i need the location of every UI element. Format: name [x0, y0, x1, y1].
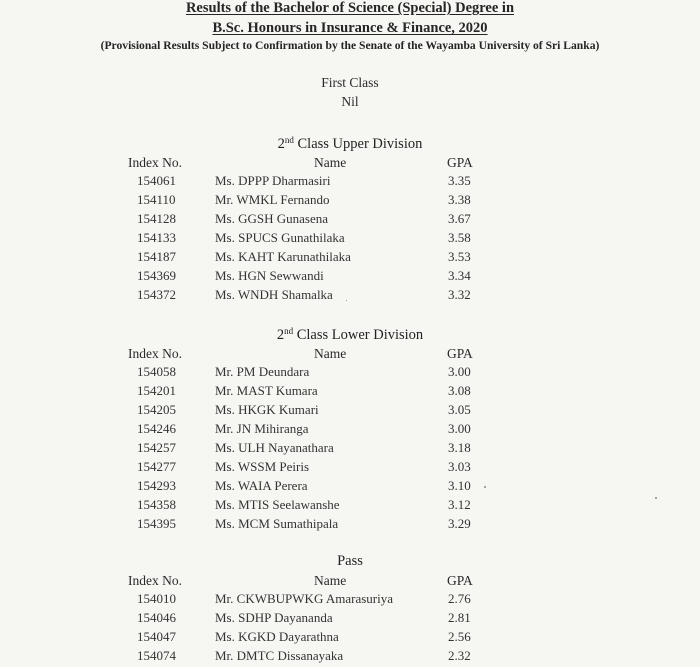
index-cell: 154277 — [137, 459, 176, 474]
gpa-cell: 3.05 — [448, 402, 471, 417]
gpa-cell: 3.32 — [448, 287, 471, 302]
index-cell: 154369 — [137, 268, 176, 283]
index-cell: 154010 — [137, 591, 176, 606]
index-cell: 154246 — [137, 421, 176, 436]
gpa-cell: 2.32 — [448, 648, 471, 663]
table-row — [0, 211, 700, 230]
table-row — [0, 610, 700, 629]
name-cell: Mr. CKWBUPWKG Amarasuriya — [215, 591, 394, 606]
table-row — [0, 629, 700, 648]
name-cell: Ms. WSSM Peiris — [215, 459, 310, 474]
column-header-index: Index No. — [128, 573, 182, 588]
gpa-cell: 3.35 — [448, 173, 471, 188]
section-ordinal-suffix: nd — [284, 326, 294, 336]
table-row — [0, 383, 700, 402]
table-row — [0, 268, 700, 287]
table-row — [0, 648, 700, 667]
section-title-text: Class Lower Division — [296, 327, 424, 343]
name-cell: Mr. MAST Kumara — [215, 383, 318, 398]
section-title-text: Pass — [337, 553, 363, 569]
table-row — [0, 192, 700, 211]
column-header-index: Index No. — [128, 155, 182, 170]
table-row — [0, 516, 700, 535]
index-cell: 154128 — [137, 211, 176, 226]
index-cell: 154372 — [137, 287, 176, 302]
name-cell: Ms. DPPP Dharmasiri — [215, 173, 331, 188]
index-cell: 154187 — [137, 249, 176, 264]
name-cell: Ms. WNDH Shamalka — [215, 287, 333, 302]
gpa-cell: 3.34 — [448, 268, 471, 283]
gpa-cell: 2.76 — [448, 591, 471, 606]
scan-speck — [484, 486, 486, 488]
index-cell: 154047 — [137, 629, 176, 644]
name-cell: Ms. MTIS Seelawanshe — [215, 497, 340, 512]
gpa-cell: 3.18 — [448, 440, 471, 455]
table-row — [0, 478, 700, 497]
first-class-heading: First Class — [321, 75, 379, 90]
index-cell: 154395 — [137, 516, 176, 531]
index-cell: 154358 — [137, 497, 176, 512]
name-cell: Ms. GGSH Gunasena — [215, 211, 329, 226]
gpa-cell: 2.56 — [448, 629, 471, 644]
column-header-gpa: GPA — [447, 573, 473, 588]
name-cell: Ms. KAHT Karunathilaka — [215, 249, 351, 264]
index-cell: 154293 — [137, 478, 176, 493]
gpa-cell: 3.29 — [448, 516, 471, 531]
table-row — [0, 249, 700, 268]
column-header-index: Index No. — [128, 346, 182, 361]
gpa-cell: 3.53 — [448, 249, 471, 264]
scan-speck — [346, 300, 347, 301]
name-cell: Ms. SPUCS Gunathilaka — [215, 230, 345, 245]
gpa-cell: 3.08 — [448, 383, 471, 398]
table-row — [0, 230, 700, 249]
table-row — [0, 497, 700, 516]
name-cell: Mr. WMKL Fernando — [215, 192, 330, 207]
degree-title: B.Sc. Honours in Insurance & Finance, 2020 — [212, 20, 488, 36]
gpa-cell: 3.00 — [448, 421, 471, 436]
table-row — [0, 173, 700, 192]
name-cell: Ms. HGN Sewwandi — [215, 268, 324, 283]
index-cell: 154205 — [137, 402, 176, 417]
gpa-cell: 3.58 — [448, 230, 471, 245]
first-class-value: Nil — [341, 94, 359, 109]
column-header-name: Name — [314, 155, 347, 170]
table-row — [0, 459, 700, 478]
name-cell: Ms. HKGK Kumari — [215, 402, 319, 417]
index-cell: 154061 — [137, 173, 176, 188]
gpa-cell: 2.81 — [448, 610, 471, 625]
provisional-note: (Provisional Results Subject to Confirmation by the Senate of the Wayamba University of Sri Lanka) — [100, 39, 600, 52]
column-header-gpa: GPA — [447, 346, 473, 361]
section-title-upper-division — [0, 135, 700, 153]
document-title: Results of the Bachelor of Science (Special) Degree in — [185, 0, 515, 16]
name-cell: Mr. DMTC Dissanayaka — [215, 648, 344, 663]
section-ordinal-suffix: nd — [284, 135, 294, 145]
index-cell: 154133 — [137, 230, 176, 245]
gpa-cell: 3.10 — [448, 478, 471, 493]
table-row — [0, 287, 700, 306]
gpa-cell: 3.12 — [448, 497, 471, 512]
name-cell: Mr. JN Mihiranga — [215, 421, 309, 436]
index-cell: 154110 — [137, 192, 176, 207]
gpa-cell: 3.67 — [448, 211, 471, 226]
gpa-cell: 3.03 — [448, 459, 471, 474]
index-cell: 154074 — [137, 648, 176, 663]
name-cell: Mr. PM Deundara — [215, 364, 310, 379]
table-row — [0, 402, 700, 421]
column-header-name: Name — [314, 573, 347, 588]
section-ordinal: 2 — [276, 327, 285, 343]
gpa-cell: 3.38 — [448, 192, 471, 207]
name-cell: Ms. SDHP Dayananda — [215, 610, 333, 625]
table-row — [0, 364, 700, 383]
name-cell: Ms. WAIA Perera — [215, 478, 308, 493]
name-cell: Ms. MCM Sumathipala — [215, 516, 339, 531]
table-row — [0, 591, 700, 610]
gpa-cell: 3.00 — [448, 364, 471, 379]
section-title-pass — [0, 553, 700, 570]
table-row — [0, 440, 700, 459]
index-cell: 154257 — [137, 440, 176, 455]
name-cell: Ms. KGKD Dayarathna — [215, 629, 339, 644]
section-title-text: Class Upper Division — [297, 136, 423, 152]
name-cell: Ms. ULH Nayanathara — [215, 440, 334, 455]
index-cell: 154046 — [137, 610, 176, 625]
column-header-gpa: GPA — [447, 155, 473, 170]
index-cell: 154058 — [137, 364, 176, 379]
index-cell: 154201 — [137, 383, 176, 398]
section-title-lower-division — [0, 326, 700, 344]
table-row — [0, 421, 700, 440]
section-ordinal: 2 — [277, 136, 285, 152]
column-header-name: Name — [314, 346, 347, 361]
scan-speck — [655, 497, 657, 499]
